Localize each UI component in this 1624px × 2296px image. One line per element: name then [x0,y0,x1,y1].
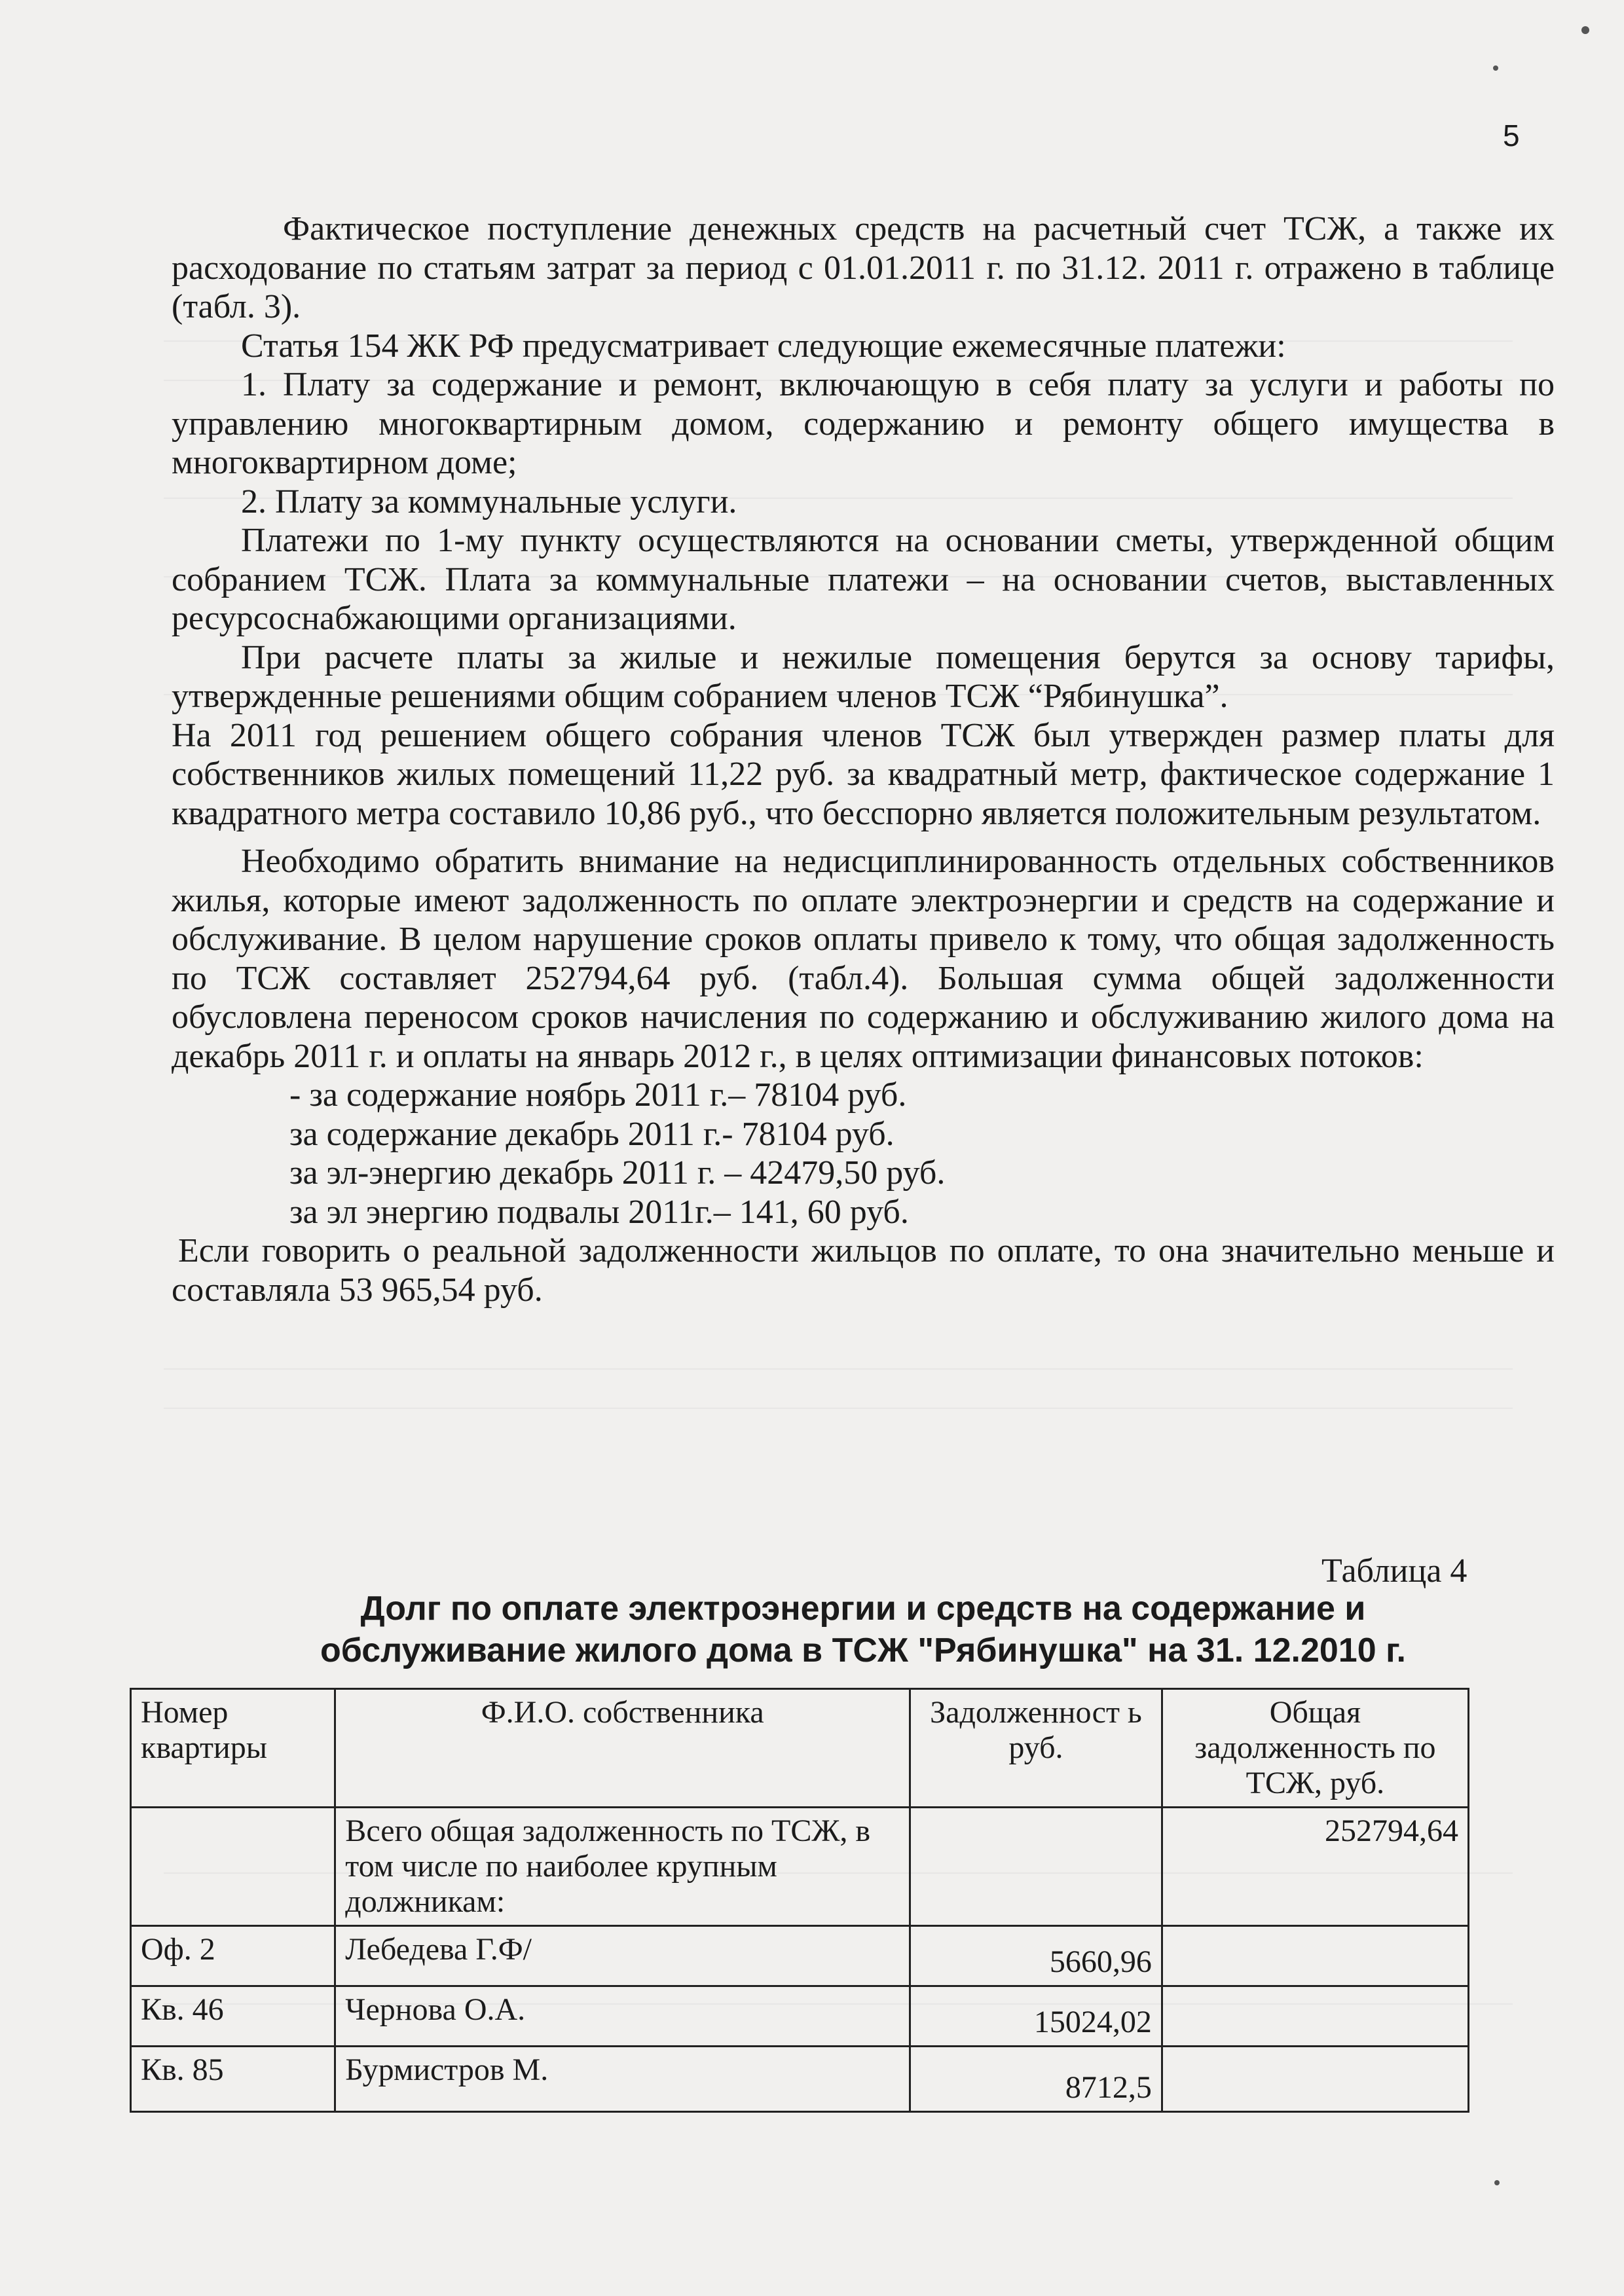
table-cell [1162,1986,1468,2047]
list-item: за эл-энергию декабрь 2011 г. – 42479,50 руб. [289,1154,946,1192]
table-cell-apartment: Кв. 46 [131,1986,335,2047]
list-item: за содержание декабрь 2011 г.- 78104 руб. [289,1115,895,1153]
paragraph: Платежи по 1-му пункту осуществляются на основании сметы, утвержденной общим собранием ТСЖ. Плата за коммунальные платежи – на основании счетов, выставленных ресурсоснабжающими организациями. [172,522,1555,637]
table-cell-label: Всего общая задолженность по ТСЖ, в том числе по наиболее крупным должникам: [335,1808,910,1926]
table-row [131,2047,1469,2112]
table-cell [910,1808,1162,1926]
closing-paragraph: Если говорить о реальной задолженности жильцов по оплате, то она значительно меньше и составляла 53 965,54 руб. [172,1232,1555,1309]
table-cell-debt: 15024,02 [910,1986,1162,2047]
table-cell-debt: 8712,5 [910,2047,1162,2112]
table-row [131,1986,1469,2047]
table-cell [1162,2047,1468,2112]
paragraph: Необходимо обратить внимание на недисциплинированность отдельных собственников жилья, которые имеют задолженность по оплате электроэнергии и средств на содержание и обслуживание. В целом нарушение сроков оплаты привело к тому, что общая задолженность по ТСЖ составляет 252794,64 руб. (табл.4). Большая сумма общей задолженности обусловлена переносом сроков начисления по содержанию и обслуживанию жилого дома на декабрь 2011 г. и оплаты на январь 2012 г., в целях оптимизации финансовых потоков: [172,843,1555,1075]
header-owner: Ф.И.О. собственника [335,1689,910,1808]
list-item: - за содержание ноябрь 2011 г.– 78104 руб. [289,1076,907,1114]
list-item: за эл энергию подвалы 2011г.– 141, 60 руб. [289,1193,909,1231]
table-title-line: обслуживание жилого дома в ТСЖ "Рябинушка" на 31. 12.2010 г. [320,1631,1406,1669]
scan-speck [1494,2180,1500,2185]
table-header-row [131,1689,1469,1808]
paragraph: 1. Плату за содержание и ремонт, включающую в себя плату за услуги и работы по управлению многоквартирным домом, содержанию и ремонту общего имущества в многоквартирном доме; [172,366,1555,481]
table-caption: Таблица 4 [1321,1552,1467,1590]
paragraph: Фактическое поступление денежных средств на расчетный счет ТСЖ, а также их расходование по статьям затрат за период с 01.01.2011 г. по 31.12. 2011 г. отражено в таблице (табл. 3). [172,210,1555,325]
table-cell-debt: 5660,96 [910,1926,1162,1986]
paragraph: На 2011 год решением общего собрания членов ТСЖ был утвержден размер платы для собственников жилых помещений 11,22 руб. за квадратный метр, фактическое содержание 1 квадратного метра составило 10,86 руб., что бесспорно является положительным результатом. [172,716,1555,832]
table-cell [131,1808,335,1926]
header-debt: Задолженност ь руб. [910,1689,1162,1808]
table-cell-total: 252794,64 [1162,1808,1468,1926]
header-apartment: Номер квартиры [131,1689,335,1808]
paragraph: Статья 154 ЖК РФ предусматривает следующие ежемесячные платежи: [241,327,1286,365]
body-text [172,210,1555,1309]
table-cell [1162,1926,1468,1986]
table-row [131,1926,1469,1986]
table-cell-name: Чернова О.А. [335,1986,910,2047]
table-title-line: Долг по оплате электроэнергии и средств на содержание и [360,1590,1366,1628]
debt-table [130,1688,1469,2113]
table-cell-apartment: Кв. 85 [131,2047,335,2112]
table-cell-name: Лебедева Г.Ф/ [335,1926,910,1986]
table-cell-apartment: Оф. 2 [131,1926,335,1986]
debt-breakdown-list [172,1076,1555,1231]
scan-speck [1581,26,1589,34]
table-title [172,1588,1555,1671]
table-cell-name: Бурмистров М. [335,2047,910,2112]
paragraph: При расчете платы за жилые и нежилые помещения берутся за основу тарифы, утвержденные решениями общим собранием членов ТСЖ “Рябинушка”. [172,638,1555,715]
paragraph: 2. Плату за коммунальные услуги. [241,483,737,520]
page-number: 5 [1503,118,1520,153]
header-total-debt: Общая задолженность по ТСЖ, руб. [1162,1689,1468,1808]
table-row-total [131,1808,1469,1926]
scan-speck [1493,65,1498,71]
